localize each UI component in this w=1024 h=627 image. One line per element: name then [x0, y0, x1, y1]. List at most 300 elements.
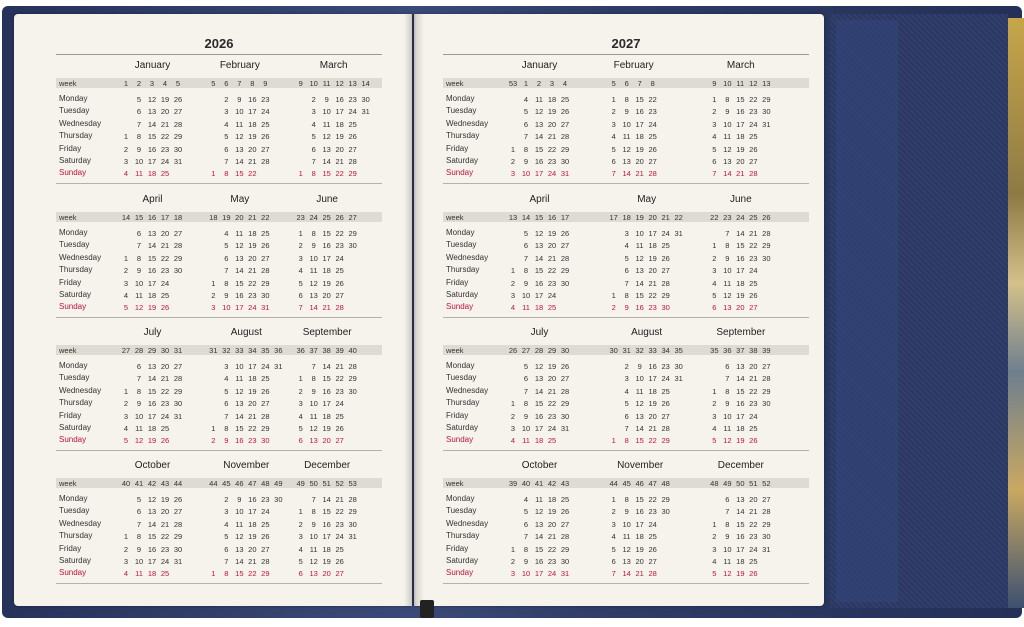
week-number: 41	[134, 479, 144, 488]
month-name-june: June	[316, 194, 338, 205]
date-number: 15	[534, 544, 544, 554]
date-number: 24	[661, 229, 670, 238]
date-number: 9	[637, 362, 642, 371]
date-number: 17	[335, 107, 344, 117]
day-name-friday: Friday	[446, 410, 469, 420]
week-number: 27	[348, 213, 357, 222]
date-number: 19	[736, 144, 745, 154]
week-number: 8	[650, 79, 655, 88]
date-number: 9	[224, 291, 229, 300]
date-number: 2	[510, 411, 516, 421]
date-number: 6	[712, 157, 717, 166]
date-number: 8	[136, 386, 142, 396]
week-number: 10	[309, 79, 318, 88]
date-number: 23	[261, 495, 270, 504]
date-number: 18	[147, 169, 157, 179]
week-number: 9	[712, 79, 717, 88]
date-number: 16	[736, 399, 745, 409]
date-number: 22	[749, 241, 758, 251]
day-name-thursday: Thursday	[59, 531, 93, 541]
date-number: 2	[211, 436, 216, 446]
date-number: 16	[147, 399, 157, 409]
week-number: 34	[661, 346, 670, 355]
date-number: 5	[611, 144, 616, 154]
date-number: 10	[635, 229, 644, 238]
date-number: 5	[136, 495, 142, 504]
date-number: 4	[224, 374, 229, 384]
date-number: 25	[261, 519, 270, 529]
date-number: 25	[661, 386, 670, 396]
date-number: 3	[712, 119, 717, 129]
date-number: 26	[335, 278, 344, 288]
day-name-tuesday: Tuesday	[446, 240, 477, 250]
date-number: 16	[248, 95, 257, 104]
date-number: 19	[322, 557, 331, 566]
date-number: 18	[736, 424, 745, 433]
date-number: 27	[173, 362, 183, 371]
quarter-section	[56, 327, 382, 452]
date-number: 17	[736, 119, 745, 129]
date-number: 14	[147, 519, 157, 529]
date-number: 2	[298, 386, 303, 396]
date-number: 8	[725, 241, 730, 251]
date-number: 3	[123, 557, 129, 566]
date-number: 31	[560, 169, 570, 179]
date-number: 15	[635, 95, 644, 104]
date-number: 25	[560, 495, 570, 504]
date-number: 4	[298, 266, 303, 276]
date-number: 28	[173, 519, 183, 529]
day-name-friday: Friday	[446, 143, 469, 153]
week-number: 10	[723, 79, 732, 88]
date-number: 19	[322, 424, 331, 433]
date-number: 20	[648, 266, 657, 276]
date-number: 27	[560, 374, 570, 384]
date-number: 29	[348, 374, 357, 384]
week-number: 18	[173, 213, 183, 222]
date-number: 3	[611, 519, 616, 529]
date-number: 8	[311, 169, 316, 179]
date-number: 25	[348, 119, 357, 129]
date-number: 24	[160, 411, 170, 421]
date-number: 3	[298, 532, 303, 542]
week-number: 23	[296, 213, 305, 222]
date-number: 23	[160, 399, 170, 409]
date-number: 22	[248, 424, 257, 433]
date-number: 11	[135, 291, 143, 300]
date-number: 4	[123, 291, 129, 300]
date-number: 29	[173, 532, 183, 542]
week-number: 4	[162, 79, 168, 88]
day-name-sunday: Sunday	[59, 435, 87, 445]
month-name-january: January	[521, 60, 558, 71]
date-number: 21	[547, 386, 557, 396]
week-number: 27	[521, 346, 531, 355]
week-number: 49	[723, 479, 732, 488]
month-name-may: May	[637, 194, 657, 205]
week-number: 52	[762, 479, 771, 488]
date-number: 13	[534, 374, 544, 384]
date-number: 2	[211, 291, 216, 300]
day-name-sunday: Sunday	[446, 168, 474, 178]
date-number: 28	[348, 495, 357, 504]
date-number: 28	[661, 278, 670, 288]
week-number: 45	[622, 479, 631, 488]
date-number: 20	[248, 399, 257, 409]
quarter-section	[443, 460, 809, 585]
date-number: 12	[235, 532, 244, 542]
date-number: 9	[523, 557, 529, 566]
month-name-august: August	[230, 327, 262, 338]
date-number: 8	[136, 132, 142, 142]
date-number: 12	[235, 132, 244, 142]
date-number: 7	[611, 169, 616, 179]
week-number: 15	[134, 213, 144, 222]
section-rule	[56, 183, 382, 184]
date-number: 29	[261, 569, 270, 579]
date-number: 27	[762, 362, 771, 371]
week-number: 35	[710, 346, 719, 355]
date-number: 9	[224, 436, 229, 446]
date-number: 1	[510, 144, 516, 154]
date-number: 15	[635, 291, 644, 300]
date-number: 16	[147, 144, 157, 154]
date-number: 11	[309, 266, 318, 276]
month-name-october: October	[134, 460, 171, 471]
date-number: 21	[635, 169, 644, 179]
date-number: 16	[648, 362, 657, 371]
date-number: 30	[674, 362, 683, 371]
week-number: 52	[335, 479, 344, 488]
date-number: 7	[136, 374, 142, 384]
date-number: 1	[611, 291, 616, 300]
date-number: 28	[762, 374, 771, 384]
date-number: 29	[348, 229, 357, 238]
date-number: 26	[749, 291, 758, 300]
date-number: 7	[712, 169, 717, 179]
date-number: 21	[547, 532, 557, 542]
date-number: 17	[248, 362, 257, 371]
date-number: 20	[248, 544, 257, 554]
date-number: 4	[224, 119, 229, 129]
day-name-wednesday: Wednesday	[59, 252, 102, 262]
date-number: 30	[361, 95, 370, 104]
date-number: 8	[224, 569, 229, 579]
week-number: 8	[250, 79, 255, 88]
date-number: 5	[712, 436, 717, 446]
date-number: 9	[311, 386, 316, 396]
date-number: 15	[635, 495, 644, 504]
date-number: 2	[611, 107, 616, 117]
day-name-thursday: Thursday	[59, 398, 93, 408]
date-number: 2	[611, 507, 616, 517]
week-number: 30	[560, 346, 570, 355]
date-number: 5	[712, 569, 717, 579]
date-number: 3	[510, 424, 516, 433]
date-number: 4	[298, 544, 303, 554]
date-number: 2	[712, 107, 717, 117]
week-number: 36	[296, 346, 305, 355]
date-number: 20	[248, 144, 257, 154]
date-number: 3	[510, 291, 516, 300]
date-number: 16	[147, 266, 157, 276]
date-number: 13	[235, 144, 244, 154]
week-number: 36	[274, 346, 283, 355]
date-number: 9	[725, 399, 730, 409]
date-number: 29	[261, 278, 270, 288]
date-number: 10	[134, 557, 144, 566]
date-number: 24	[547, 169, 557, 179]
week-label: week	[59, 479, 77, 488]
date-number: 20	[322, 436, 331, 446]
date-number: 2	[298, 241, 303, 251]
week-number: 16	[547, 213, 557, 222]
date-number: 16	[534, 157, 544, 166]
date-number: 11	[622, 132, 631, 142]
week-number: 44	[609, 479, 618, 488]
date-number: 9	[725, 532, 730, 542]
date-number: 15	[322, 507, 331, 517]
date-number: 23	[648, 507, 657, 517]
day-name-saturday: Saturday	[446, 156, 479, 165]
week-number: 13	[508, 213, 518, 222]
date-number: 6	[725, 362, 730, 371]
date-number: 20	[736, 157, 745, 166]
date-number: 27	[648, 157, 657, 166]
day-name-monday: Monday	[59, 494, 88, 503]
date-number: 17	[648, 229, 657, 238]
date-number: 5	[611, 544, 616, 554]
date-number: 17	[534, 291, 544, 300]
week-number: 49	[296, 479, 305, 488]
date-number: 7	[523, 532, 529, 542]
date-number: 13	[723, 303, 732, 313]
date-number: 21	[248, 266, 257, 276]
date-number: 13	[534, 241, 544, 251]
date-number: 4	[510, 436, 516, 446]
date-number: 23	[335, 241, 344, 251]
day-name-monday: Monday	[446, 94, 475, 103]
date-number: 25	[749, 278, 758, 288]
date-number: 4	[712, 557, 717, 566]
day-name-sunday: Sunday	[59, 568, 87, 578]
day-name-monday: Monday	[446, 494, 475, 503]
date-number: 11	[635, 241, 644, 251]
date-number: 3	[712, 544, 717, 554]
week-number: 33	[235, 346, 244, 355]
date-number: 30	[348, 519, 357, 529]
date-number: 11	[235, 119, 244, 129]
date-number: 17	[648, 374, 657, 384]
week-number: 14	[521, 213, 531, 222]
date-number: 9	[136, 399, 142, 409]
date-number: 16	[736, 107, 745, 117]
date-number: 17	[534, 169, 544, 179]
date-number: 11	[522, 303, 530, 313]
date-number: 10	[134, 278, 144, 288]
week-number: 42	[547, 479, 557, 488]
date-number: 27	[560, 241, 570, 251]
date-number: 26	[335, 424, 344, 433]
week-number: 21	[661, 213, 670, 222]
week-number: 32	[222, 346, 231, 355]
day-name-thursday: Thursday	[446, 531, 480, 541]
date-number: 11	[723, 278, 732, 288]
date-number: 29	[661, 495, 670, 504]
week-number: 13	[348, 79, 357, 88]
date-number: 8	[136, 532, 142, 542]
date-number: 3	[510, 169, 516, 179]
week-number: 47	[648, 479, 657, 488]
date-number: 23	[335, 519, 344, 529]
quarter-section	[443, 60, 809, 185]
week-number: 51	[322, 479, 331, 488]
week-number: 33	[648, 346, 657, 355]
day-name-saturday: Saturday	[59, 556, 92, 565]
week-number: 39	[508, 479, 518, 488]
date-number: 26	[749, 569, 758, 579]
date-number: 30	[261, 436, 270, 446]
date-number: 23	[749, 107, 758, 117]
date-number: 25	[547, 303, 557, 313]
date-number: 18	[322, 544, 331, 554]
date-number: 13	[235, 544, 244, 554]
date-number: 29	[560, 399, 570, 409]
day-name-tuesday: Tuesday	[59, 106, 90, 116]
quarter-section	[443, 327, 809, 452]
date-number: 14	[534, 132, 544, 142]
week-number: 15	[534, 213, 544, 222]
date-number: 17	[736, 544, 745, 554]
date-number: 9	[237, 95, 242, 104]
date-number: 20	[335, 144, 344, 154]
quarter-section	[56, 460, 382, 585]
month-name-february: February	[613, 60, 654, 71]
date-number: 17	[736, 411, 745, 421]
date-number: 13	[147, 507, 157, 517]
week-number: 21	[248, 213, 257, 222]
week-number: 47	[248, 479, 257, 488]
date-number: 28	[560, 532, 570, 542]
date-number: 7	[136, 119, 142, 129]
section-rule	[56, 583, 382, 584]
day-name-friday: Friday	[59, 410, 82, 420]
date-number: 20	[547, 374, 557, 384]
week-number: 11	[736, 79, 745, 88]
date-number: 3	[624, 229, 629, 238]
date-number: 25	[749, 557, 758, 566]
week-number: 24	[309, 213, 318, 222]
date-number: 5	[624, 253, 629, 263]
date-number: 19	[248, 132, 257, 142]
week-number: 26	[335, 213, 344, 222]
date-number: 8	[523, 544, 529, 554]
date-number: 20	[547, 119, 557, 129]
week-number: 17	[160, 213, 170, 222]
month-name-january: January	[134, 60, 171, 71]
date-number: 8	[523, 144, 529, 154]
date-number: 4	[224, 229, 229, 238]
date-number: 12	[635, 253, 644, 263]
date-number: 11	[322, 119, 331, 129]
date-number: 6	[523, 119, 529, 129]
date-number: 20	[322, 569, 331, 579]
date-number: 8	[136, 253, 142, 263]
date-number: 26	[335, 557, 344, 566]
date-number: 25	[749, 424, 758, 433]
date-number: 16	[248, 495, 257, 504]
month-name-july: July	[530, 327, 549, 338]
month-name-august: August	[631, 327, 663, 338]
date-number: 23	[648, 107, 657, 117]
date-number: 24	[261, 507, 270, 517]
date-number: 6	[298, 436, 303, 446]
date-number: 7	[136, 241, 142, 251]
date-number: 24	[648, 119, 657, 129]
week-number: 40	[521, 479, 531, 488]
date-number: 20	[160, 229, 170, 238]
date-number: 28	[173, 374, 183, 384]
date-number: 16	[322, 386, 331, 396]
date-number: 25	[560, 95, 570, 104]
week-number: 17	[609, 213, 618, 222]
date-number: 27	[661, 266, 670, 276]
date-number: 12	[534, 362, 544, 371]
date-number: 17	[147, 157, 157, 166]
date-number: 12	[534, 507, 544, 517]
date-number: 3	[712, 266, 717, 276]
date-number: 25	[261, 119, 270, 129]
week-number: 16	[147, 213, 157, 222]
date-number: 14	[534, 253, 544, 263]
date-number: 14	[235, 557, 244, 566]
date-number: 19	[547, 507, 557, 517]
date-number: 13	[635, 411, 644, 421]
week-number: 50	[309, 479, 318, 488]
week-number: 51	[749, 479, 758, 488]
date-number: 26	[560, 507, 570, 517]
date-number: 24	[547, 424, 557, 433]
date-number: 17	[235, 303, 244, 313]
date-number: 5	[523, 229, 529, 238]
date-number: 19	[547, 229, 557, 238]
week-label: week	[446, 79, 464, 88]
date-number: 23	[547, 278, 557, 288]
date-number: 7	[311, 362, 316, 371]
day-name-sunday: Sunday	[446, 302, 474, 312]
date-number: 22	[335, 374, 344, 384]
date-number: 10	[723, 266, 732, 276]
month-name-december: December	[717, 460, 764, 471]
date-number: 8	[725, 386, 730, 396]
date-number: 19	[160, 95, 170, 104]
date-number: 23	[749, 532, 758, 542]
date-number: 4	[712, 278, 717, 288]
date-number: 4	[123, 169, 129, 179]
date-number: 12	[309, 278, 318, 288]
date-number: 22	[248, 569, 257, 579]
date-number: 11	[235, 374, 244, 384]
date-number: 23	[261, 95, 270, 104]
date-number: 7	[224, 266, 229, 276]
date-number: 22	[160, 132, 170, 142]
date-number: 29	[173, 132, 183, 142]
date-number: 11	[235, 229, 244, 238]
date-number: 15	[534, 144, 544, 154]
date-number: 25	[160, 569, 170, 579]
date-number: 8	[224, 424, 229, 433]
date-number: 11	[522, 436, 530, 446]
